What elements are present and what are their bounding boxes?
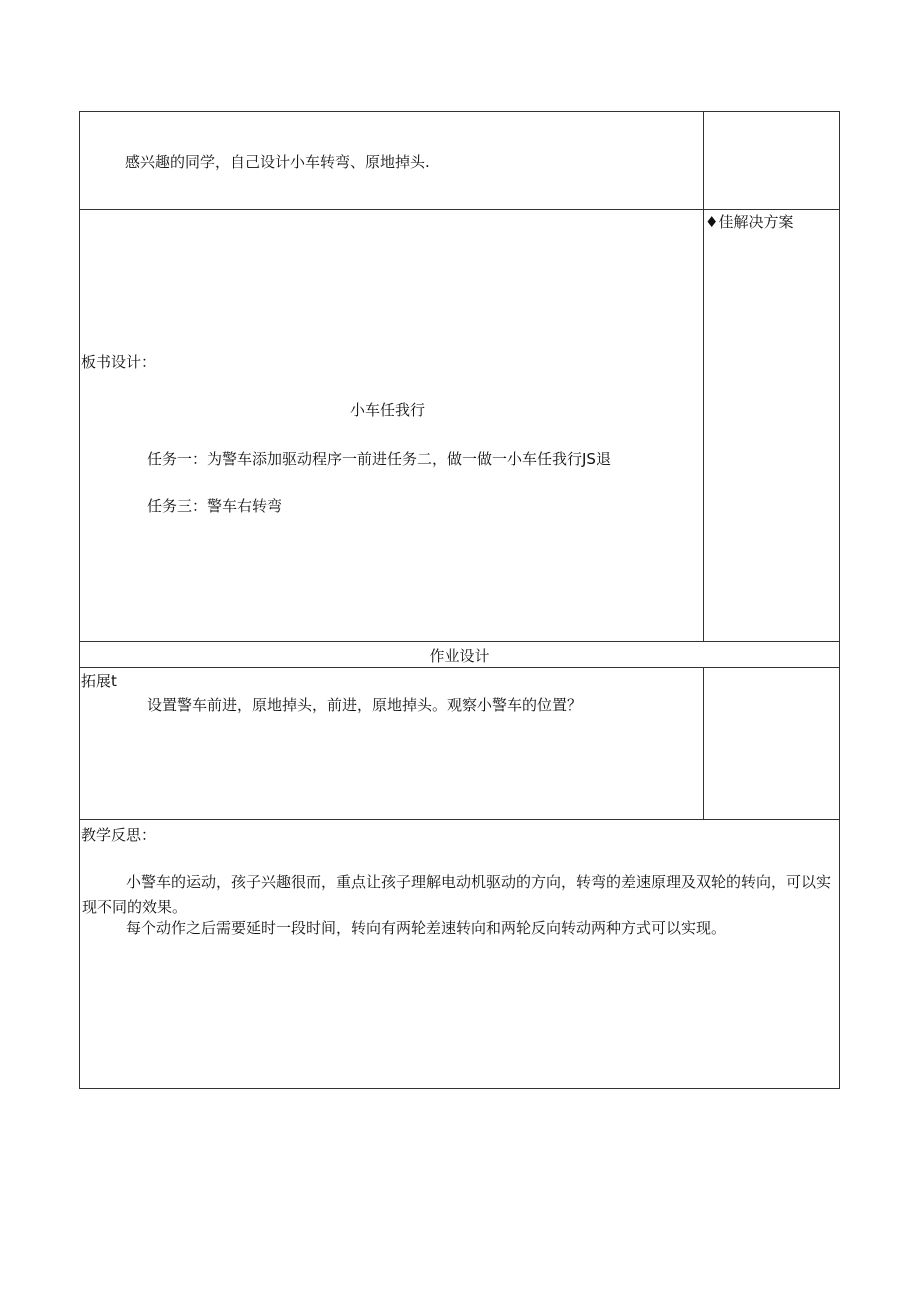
row-divider-1 [79, 209, 840, 210]
board-label: 板书设计： [81, 353, 157, 371]
row-divider-4 [79, 819, 840, 820]
row-divider-3 [79, 667, 840, 668]
reflection-paragraph-2: 每个动作之后需要延时一段时间，转向有两轮差速转向和两轮反向转动两种方式可以实现。 [126, 919, 727, 937]
side-note: ♦佳解决方案 [705, 213, 794, 231]
reflection-label: 教学反思： [81, 826, 157, 844]
homework-text: 设置警车前进，原地掉头，前进，原地掉头。观察小警车的位置？ [147, 696, 583, 714]
row1-text: 感兴趣的同学，自己设计小车转弯、原地掉头. [125, 153, 430, 171]
task-line-1: 任务一：为警车添加驱动程序一前进任务二，做一做一小车任我行JS退 [147, 450, 611, 468]
reflection-paragraph-1: 小警车的运动，孩子兴趣很而，重点让孩子理解电动机驱动的方向，转弯的差速原理及双轮的转向，可以实现不同的效果。 [82, 873, 832, 916]
col-divider-homework [703, 667, 704, 820]
board-title: 小车任我行 [350, 401, 426, 419]
homework-header: 作业设计 [429, 647, 490, 665]
row-divider-2 [79, 641, 840, 642]
col-divider-top [703, 111, 704, 642]
homework-label: 拓展t [81, 672, 117, 690]
table-frame [79, 111, 840, 1089]
task-line-2: 任务三：警车右转弯 [147, 497, 283, 515]
